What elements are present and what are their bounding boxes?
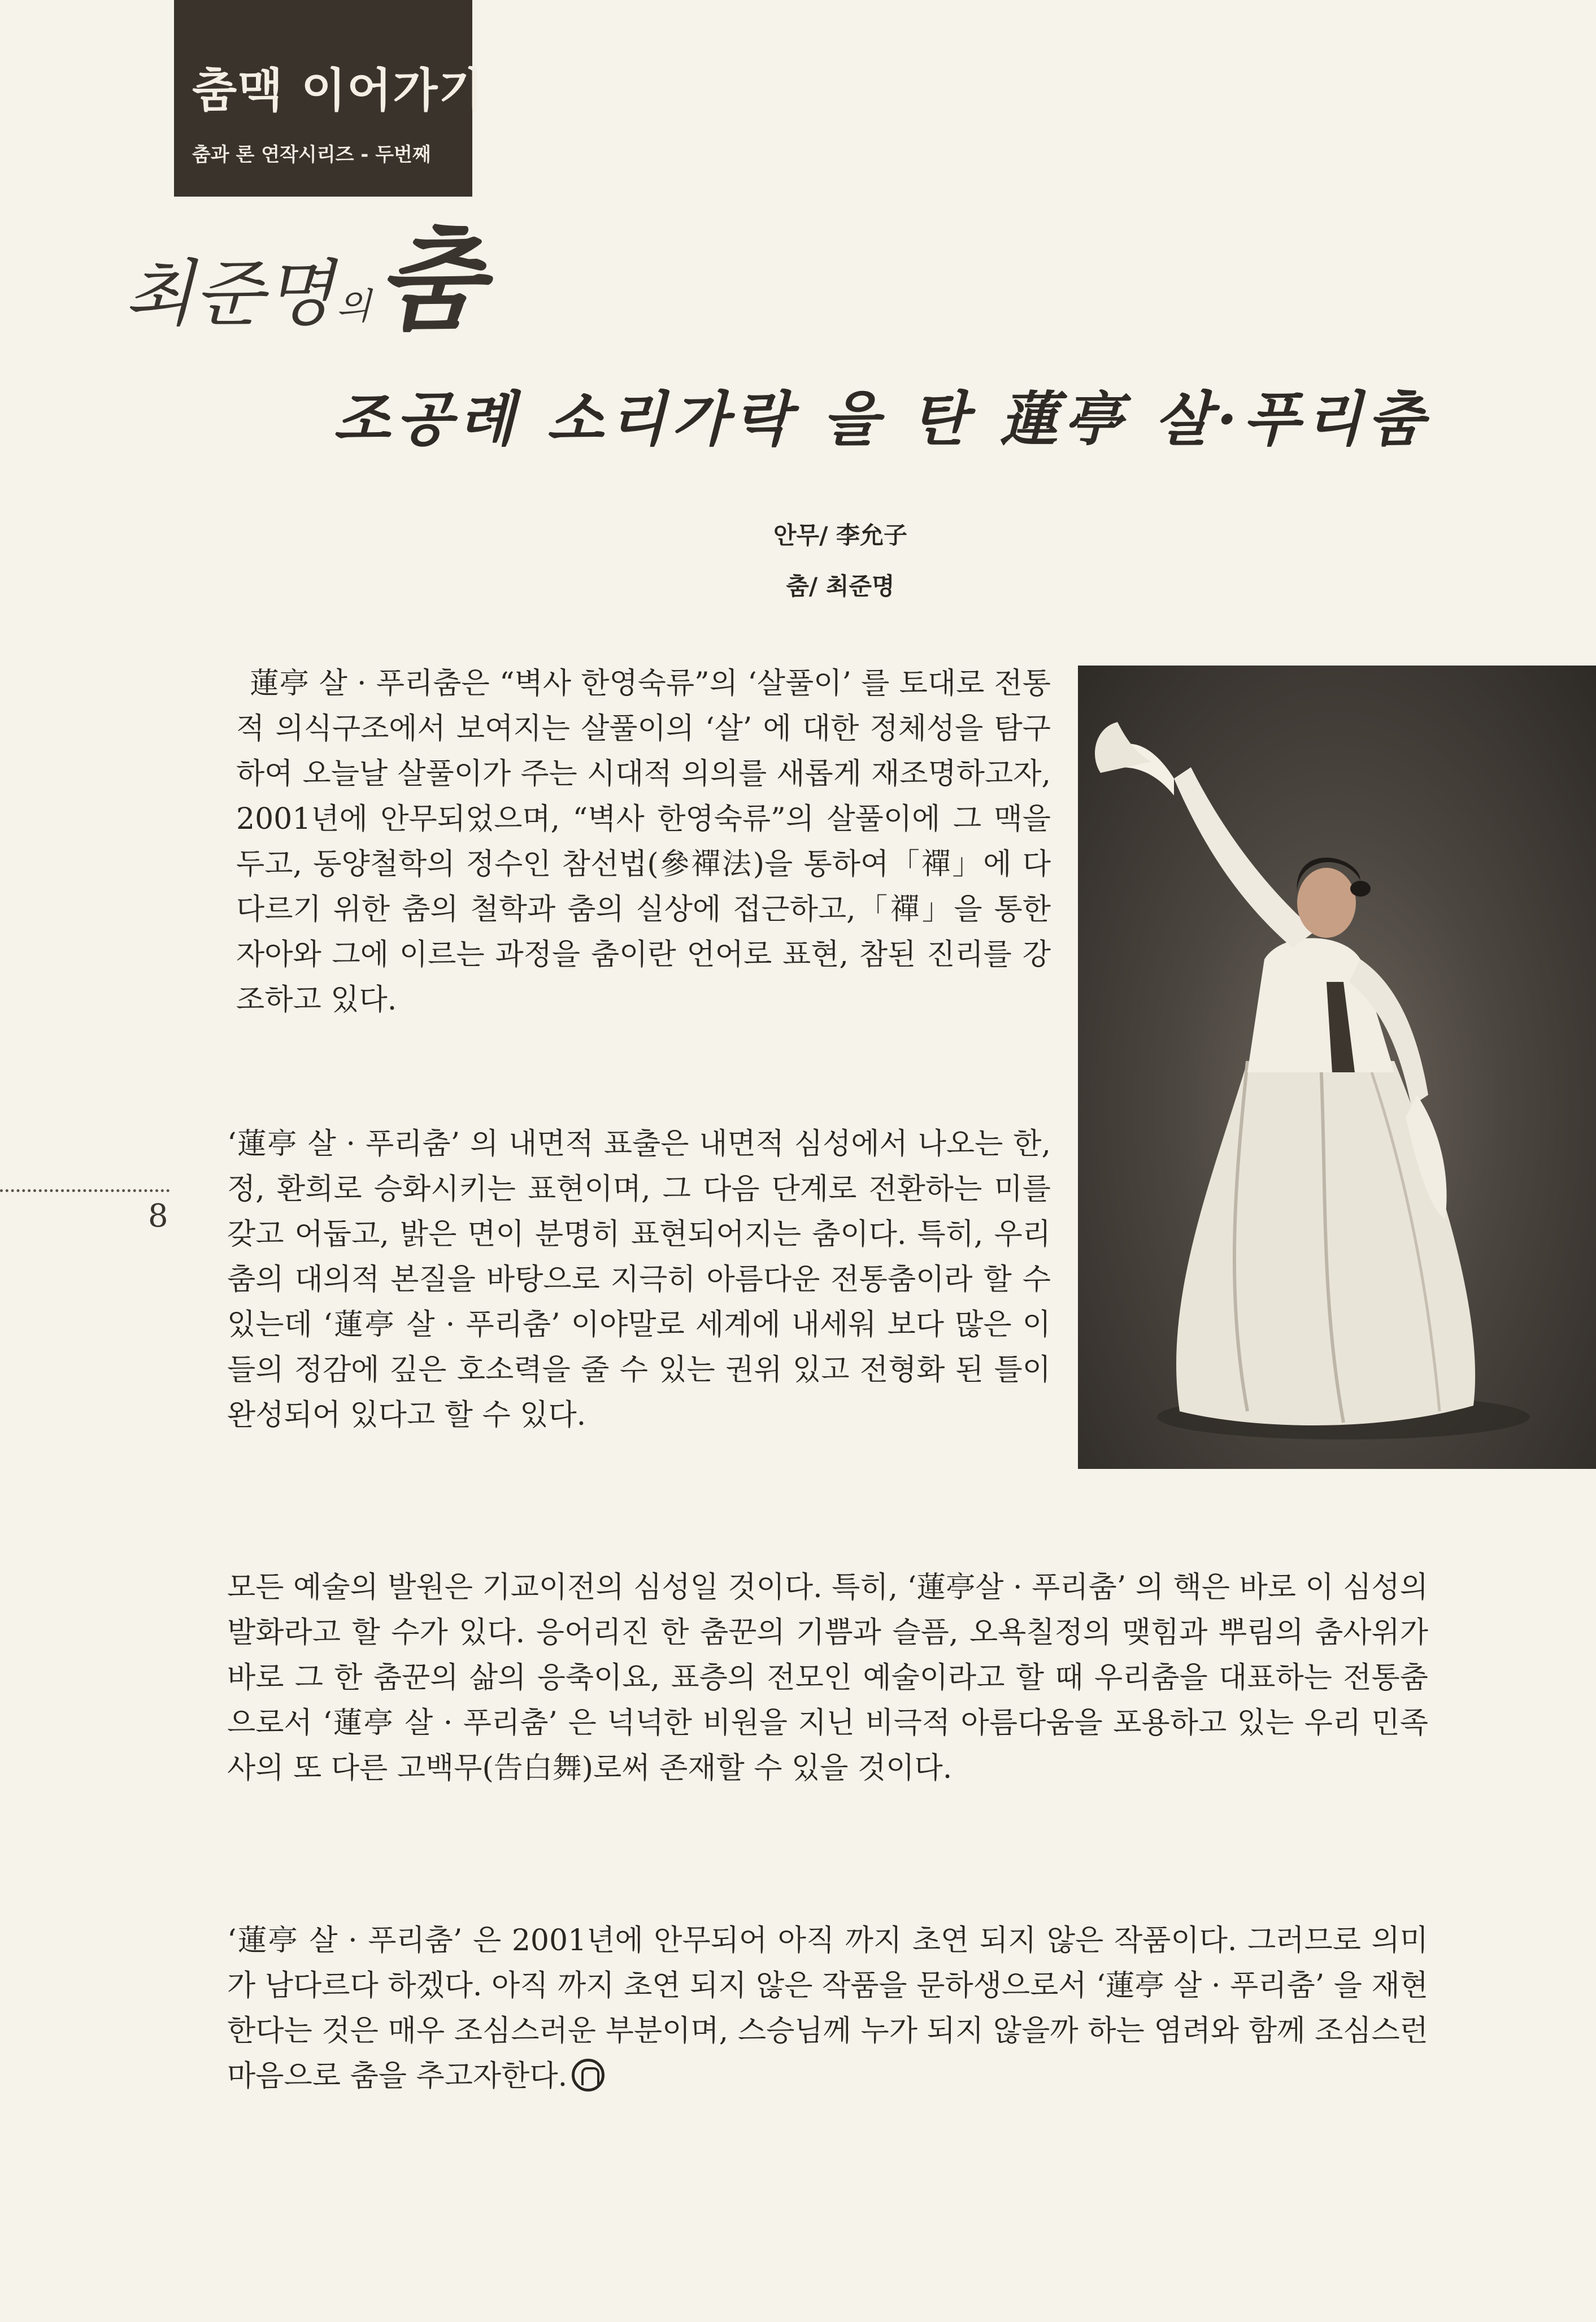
title-name: 최준명 [124, 252, 334, 336]
credit-dance: 춤/ 최준명 [786, 572, 895, 600]
title-word: 춤 [376, 215, 484, 345]
series-header-box [174, 0, 485, 197]
series-title: 춤맥 이어가기 [192, 64, 485, 118]
series-subtitle: 춤과 론 연작시리즈 - 두번째 [192, 144, 431, 166]
credit-choreography: 안무/ 李允子 [773, 521, 908, 549]
body-paragraph-4 [227, 1918, 1428, 2099]
title-particle: 의 [336, 286, 371, 328]
page-number: 8 [148, 1198, 168, 1234]
article-title [124, 215, 484, 345]
body-paragraph-3: 모든 예술의 발원은 기교이전의 심성일 것이다. 특히, ‘蓮亭살 · 푸리춤’ 의 핵은 바로 이 심성의 발화라고 할 수가 있다. 응어리진 한 춤꾼의 기쁨과 슬픔, 오욕칠정의 맺힘과 뿌림의 춤사위가 바로 그 한 춤꾼의 삶의 응축이요, 표층의 전모인 예술이라고 할 때 우리춤을 대표하는 전통춤으로서 ‘蓮亭 살 · 푸리춤’ 은 넉넉한 비원을 지닌 비극적 아름다움을 포용하고 있는 우리 민족사의 또 다른 고백무(告白舞)로써 존재할 수 있을 것이다. [227, 1571, 1428, 1785]
article-subtitle: 조공례 소리가락 을 탄 蓮亭 살·푸리춤 [333, 384, 1430, 454]
body-paragraph-4-text: ‘蓮亭 살 · 푸리춤’ 은 2001년에 안무되어 아직 까지 초연 되지 않은 작품이다. 그러므로 의미가 남다르다 하겠다. 아직 까지 초연 되지 않은 작품을 문하생으로서 ‘蓮亭 살 · 푸리춤’ 을 재현한다는 것은 매우 조심스러운 부분이며, 스승님께 누가 되지 않을까 하는 염려와 함께 조심스런 마음으로 춤을 추고자한다. [227, 1924, 1428, 2093]
body-paragraph-1: 蓮亭 살 · 푸리춤은 “벽사 한영숙류”의 ‘살풀이’ 를 토대로 전통적 의식구조에서 보여지는 살풀이의 ‘살’ 에 대한 정체성을 탐구하여 오늘날 살풀이가 주는 시대적 의의를 새롭게 재조명하고자, 2001년에 안무되었으며, “벽사 한영숙류”의 살풀이에 그 맥을 두고, 동양철학의 정수인 참선법(參禪法)을 통하여「禪」에 다다르기 위한 춤의 철학과 춤의 실상에 접근하고,「禪」을 통한 자아와 그에 이르는 과정을 춤이란 언어로 표현, 참된 진리를 강조하고 있다. [236, 667, 1051, 1017]
circled-end-mark-icon [572, 2059, 605, 2091]
dancer-photo [1078, 666, 1596, 1469]
page-divider [0, 1189, 169, 1192]
body-paragraph-2: ‘蓮亭 살 · 푸리춤’ 의 내면적 표출은 내면적 심성에서 나오는 한, 정, 환희로 승화시키는 표현이며, 그 다음 단계로 전환하는 미를 갖고 어둡고, 밝은 면이 분명히 표현되어지는 춤이다. 특히, 우리춤의 대의적 본질을 바탕으로 지극히 아름다운 전통춤이라 할 수 있는데 ‘蓮亭 살 · 푸리춤’ 이야말로 세계에 내세워 보다 많은 이들의 정감에 깊은 호소력을 줄 수 있는 권위 있고 전형화 된 틀이 완성되어 있다고 할 수 있다. [227, 1127, 1051, 1432]
